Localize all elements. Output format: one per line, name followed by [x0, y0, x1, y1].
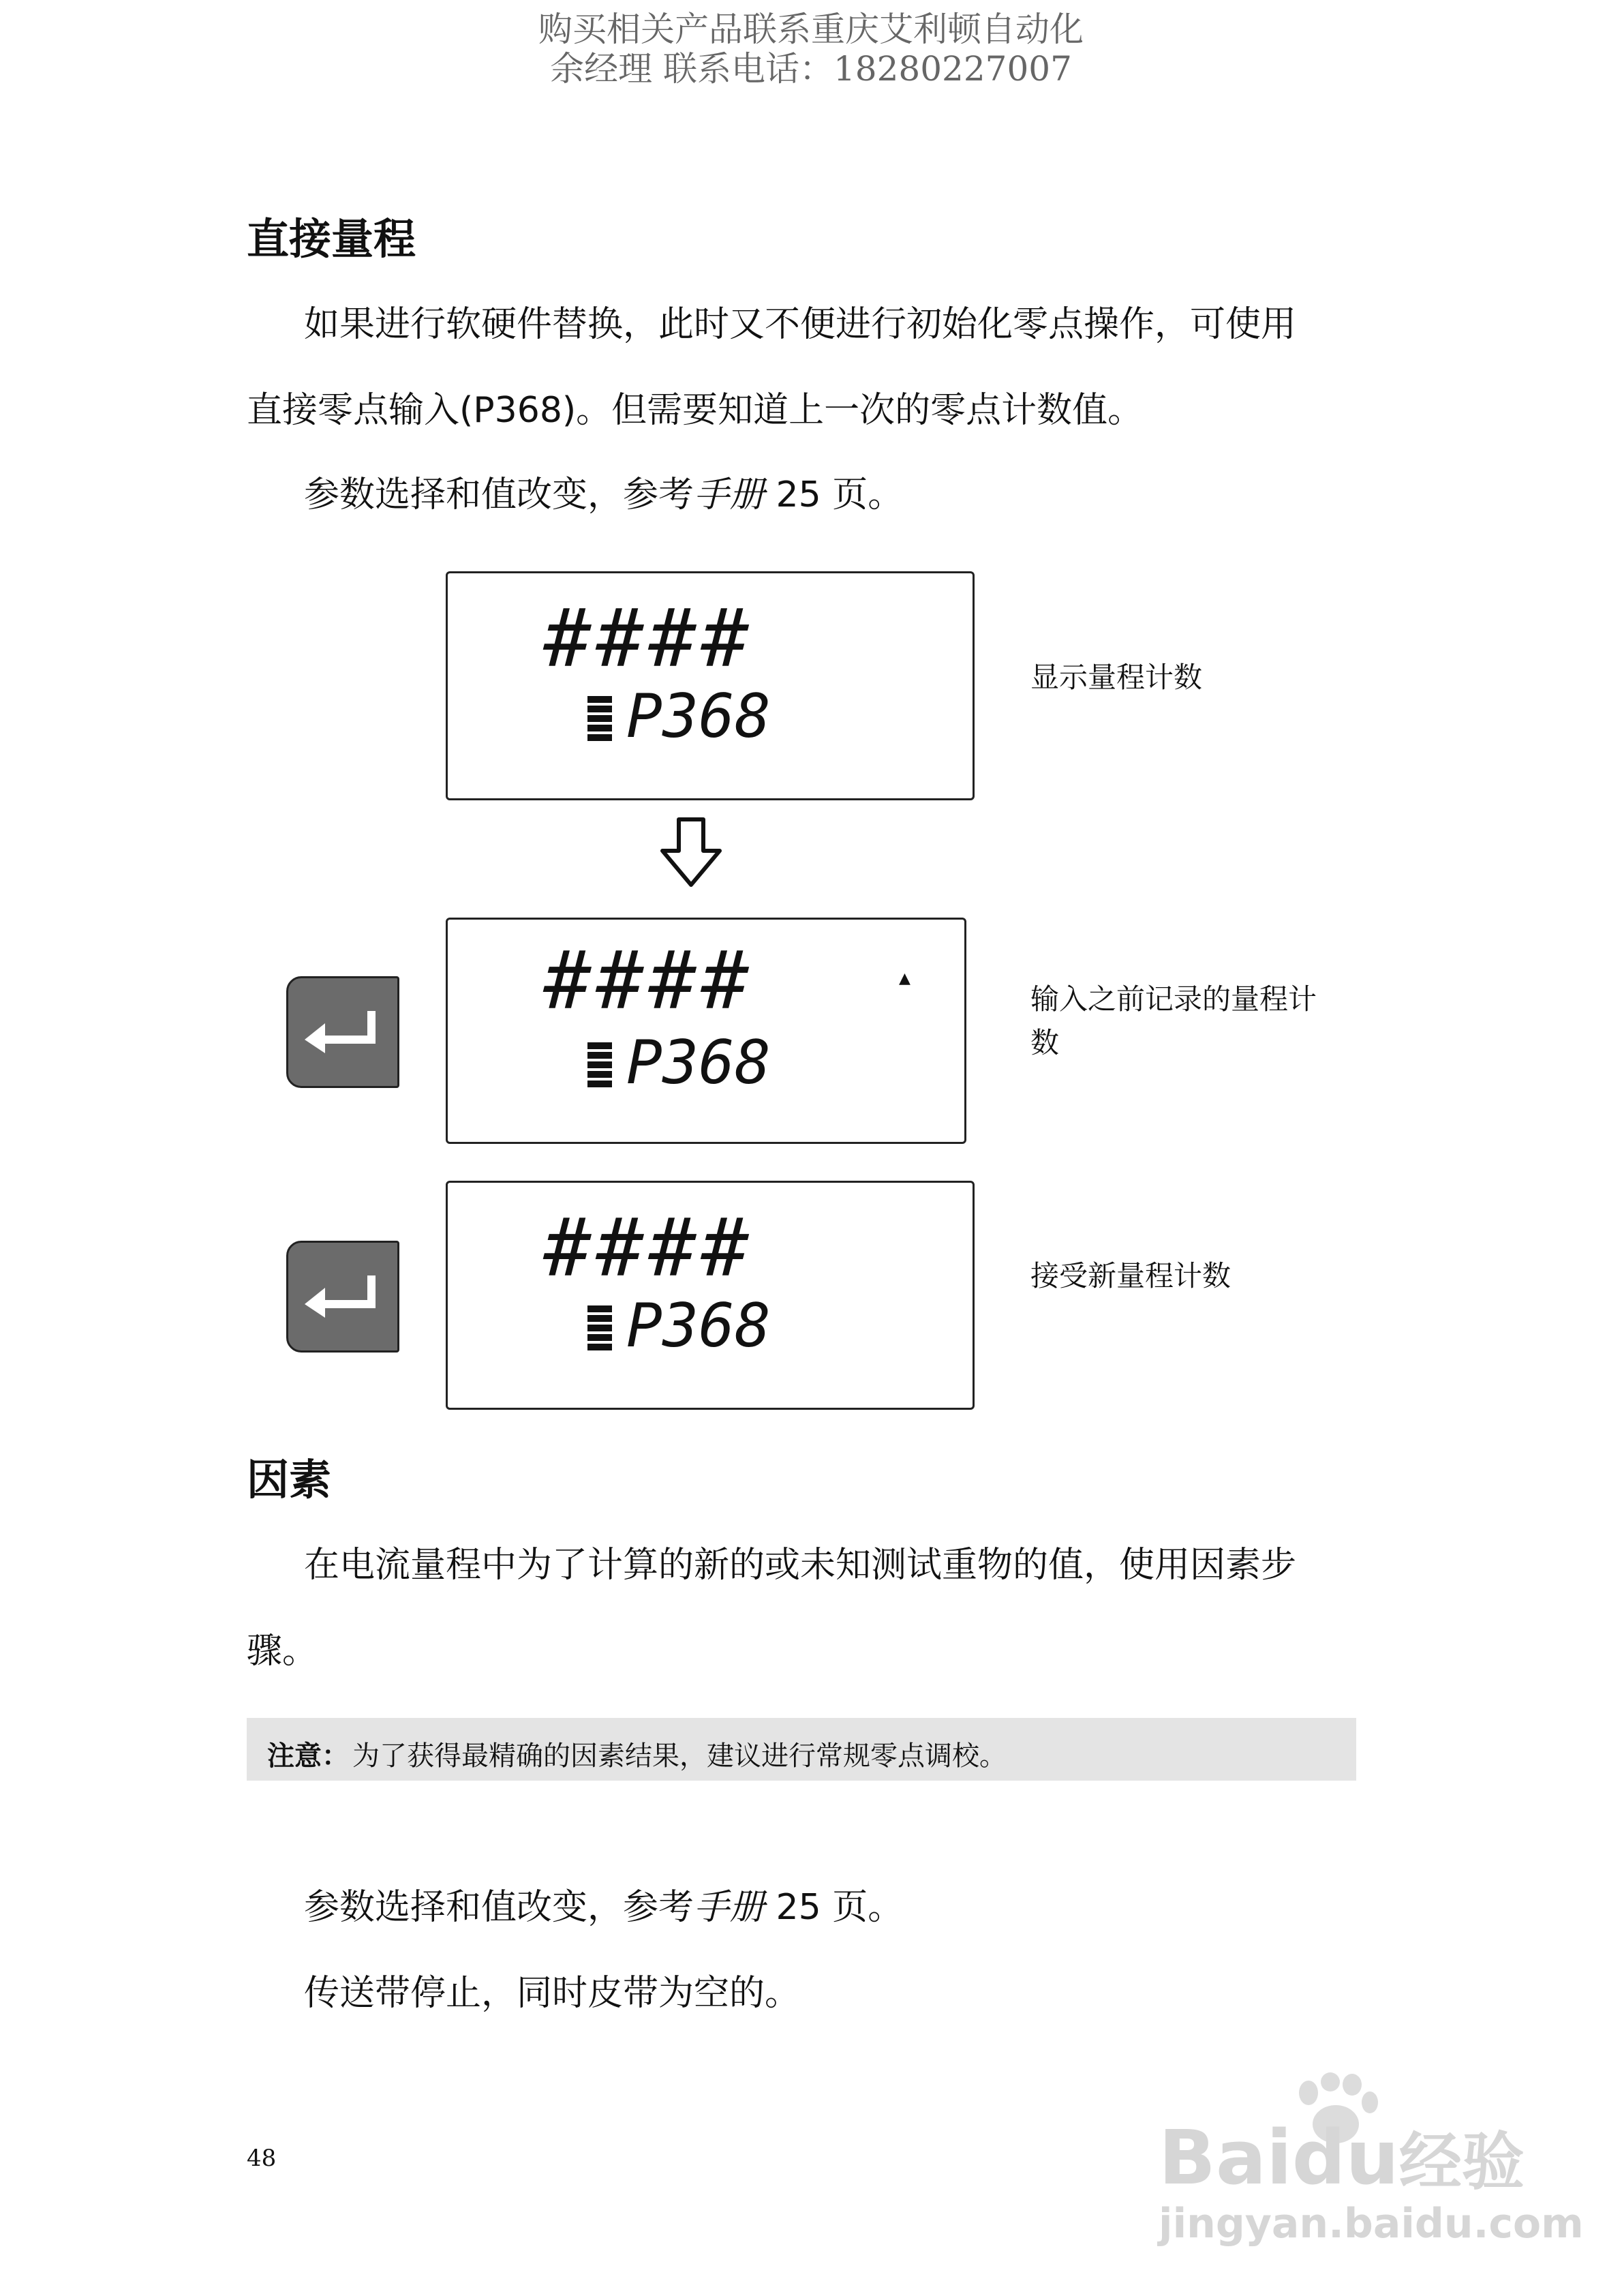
watermark-brand-name: Baidu: [1159, 2114, 1399, 2201]
note-box: [247, 1718, 1356, 1781]
manual-reference: [304, 1887, 904, 1928]
section-heading-factor: 因素: [247, 1455, 332, 1505]
header-line-2: 余经理 联系电话：18280227007: [550, 49, 1072, 89]
caption-line: 输入之前记录的量程计: [1030, 982, 1317, 1016]
display-parameter-code: P368: [626, 1027, 771, 1098]
enter-key-icon: [286, 1241, 399, 1353]
segment-block-icon: [587, 696, 612, 741]
reference-manual: 手册: [694, 474, 765, 515]
reference-manual: 手册: [694, 1887, 765, 1928]
note-label: 注意：: [267, 1740, 349, 1772]
display-value: ####: [543, 933, 754, 1027]
lcd-display-3: [446, 1181, 975, 1410]
down-arrow-icon: [658, 815, 724, 890]
reference-prefix: 参数选择和值改变，参考: [304, 474, 694, 515]
display-2-caption: [1030, 978, 1317, 1065]
caption-line: 数: [1030, 1026, 1060, 1059]
section-heading-direct-span: 直接量程: [247, 214, 416, 264]
watermark-brand: [1159, 2114, 1525, 2201]
paragraph-line: 骤。: [247, 1631, 318, 1672]
display-3-caption: 接受新量程计数: [1030, 1259, 1231, 1293]
lcd-display-1: [446, 571, 975, 800]
enter-key-icon: [286, 976, 399, 1088]
segment-block-icon: [587, 1305, 612, 1350]
note-text: 为了获得最精确的因素结果，建议进行常规零点调校。: [352, 1740, 1007, 1772]
paragraph-line: 在电流量程中为了计算的新的或未知测试重物的值，使用因素步: [304, 1545, 1297, 1586]
paragraph-line: 传送带停止，同时皮带为空的。: [304, 1973, 801, 2014]
segment-block-icon: [587, 1042, 612, 1087]
page-number: 48: [247, 2145, 277, 2172]
display-value: ####: [543, 591, 754, 685]
display-value: ####: [543, 1200, 754, 1295]
paragraph-line: 直接零点输入(P368)。但需要知道上一次的零点计数值。: [247, 390, 1144, 431]
indicator-arrow-icon: ▲: [899, 970, 911, 987]
display-parameter-code: P368: [626, 681, 771, 751]
paragraph-line: 如果进行软硬件替换，此时又不便进行初始化零点操作，可使用: [304, 304, 1297, 345]
header-line-1: 购买相关产品联系重庆艾利顿自动化: [538, 10, 1084, 49]
reference-prefix: 参数选择和值改变，参考: [304, 1887, 694, 1928]
watermark-brand-cn: 经验: [1398, 2126, 1525, 2199]
manual-reference: [304, 474, 904, 515]
watermark-url: jingyan.baidu.com: [1159, 2200, 1584, 2248]
reference-suffix: 25 页。: [765, 1887, 904, 1928]
display-parameter-code: P368: [626, 1290, 771, 1361]
reference-suffix: 25 页。: [765, 474, 904, 515]
lcd-display-2: [446, 918, 966, 1144]
display-1-caption: 显示量程计数: [1030, 661, 1203, 694]
